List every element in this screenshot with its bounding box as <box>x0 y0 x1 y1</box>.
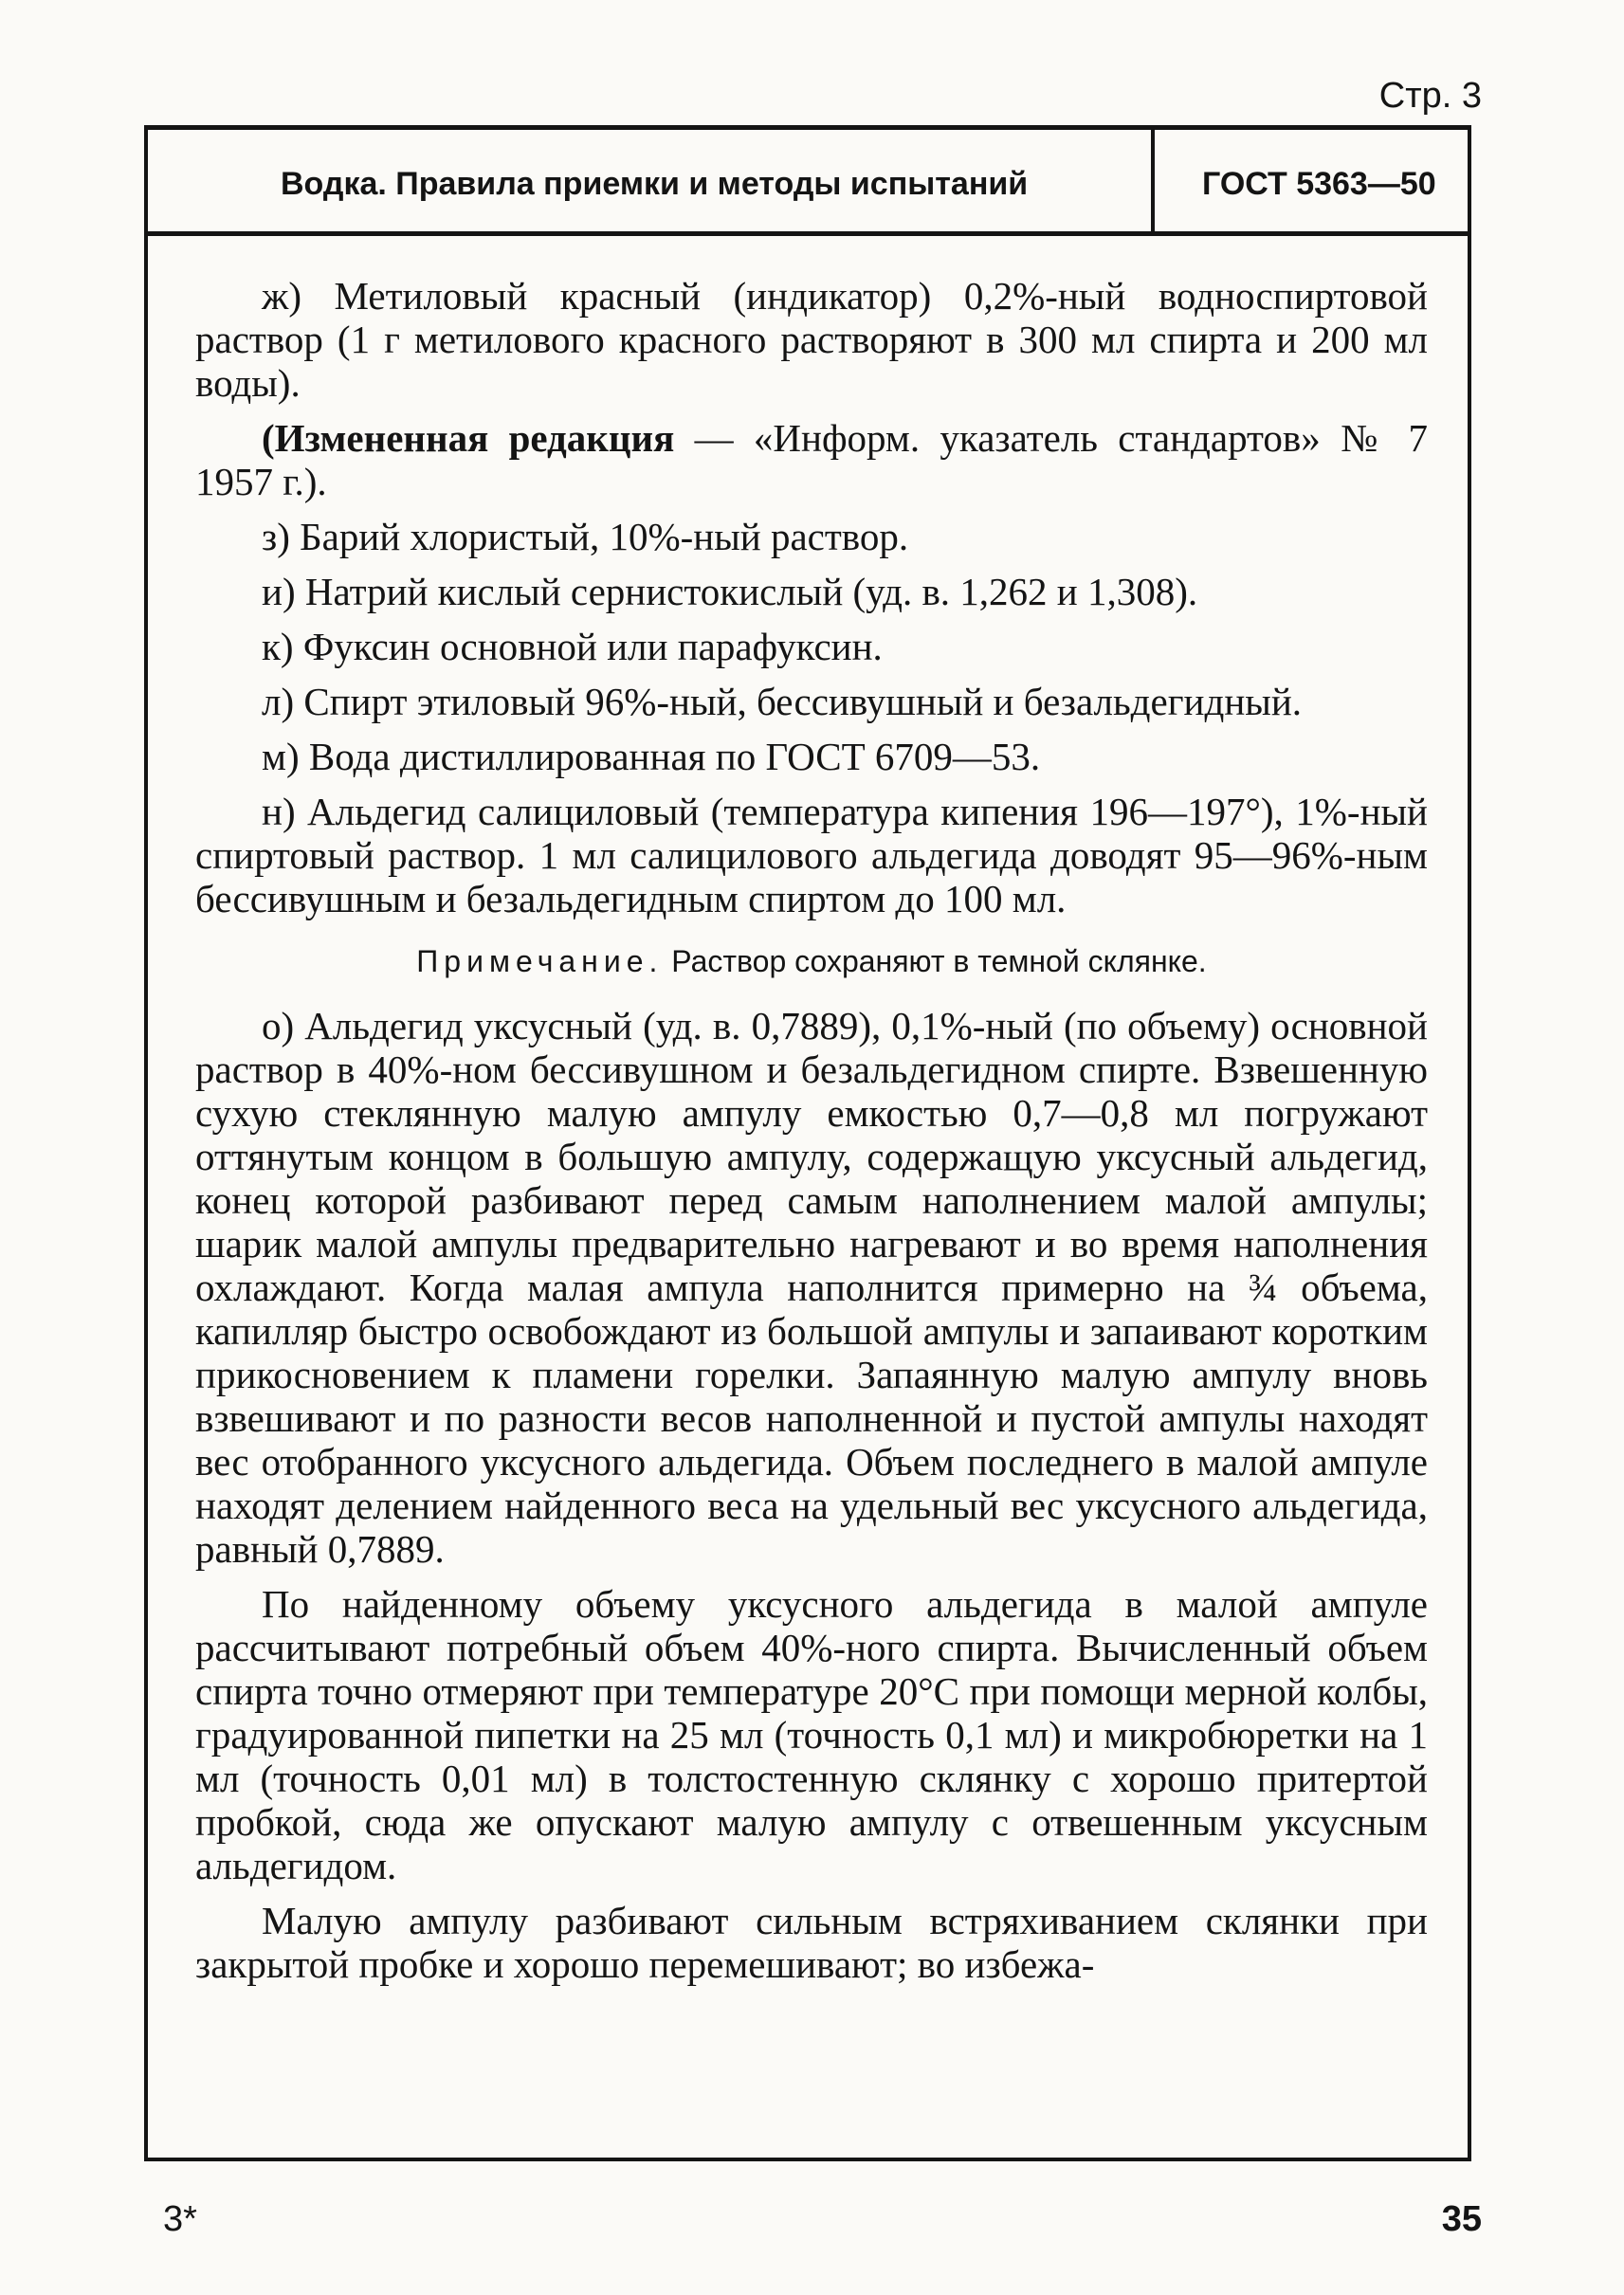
header-title: Водка. Правила приемки и методы испытаний <box>281 166 1029 202</box>
paragraph-volume: По найденному объему уксусного альдегида в малой ампуле рассчитывают потребный объем 40%-ного спирта. Вычисленный объем спирта точно отмеряют при температуре 20°С при помощи мерной колбы, градуированной пипетки на 25 мл (точность 0,1 мл) и микробюретки на 1 мл (точность 0,01 мл) в толстостенную склянку с хорошо притертой пробкой, сюда же опускают малую ампулу с отвешенным уксусным альдегидом. <box>195 1582 1428 1887</box>
note <box>195 939 1428 983</box>
amendment-note <box>195 416 1428 503</box>
header-divider <box>1151 130 1155 236</box>
note-text: Раствор сохраняют в темной склянке. <box>663 944 1207 978</box>
paragraph-o: о) Альдегид уксусный (уд. в. 0,7889), 0,1%-ный (по объему) основной раствор в 40%-ном бессивушном и безальдегидном спирте. Взвешенную сухую стеклянную малую ампулу емкостью 0,7—0,8 мл погружают оттянутым концом в большую ампулу, содержащую уксусный альдегид, конец которой разбивают перед самым наполнением малой ампулы; шарик малой ампулы предварительно нагревают и во время наполнения охлаждают. Когда малая ампула наполнится примерно на ¾ объема, капилляр быстро освобождают из большой ампулы и запаивают коротким прикосновением к пламени горелки. Запаянную малую ампулу вновь взвешивают и по разности весов наполненной и пустой ампулы находят вес отобранного уксусного альдегида. Объем последнего в малой ампуле находят делением найденного веса на удельный вес уксусного альдегида, равный 0,7889. <box>195 1004 1428 1571</box>
paragraph-k: к) Фуксин основной или парафуксин. <box>262 625 883 668</box>
paragraph-l: л) Спирт этиловый 96%-ный, бессивушный и безальдегидный. <box>262 680 1303 723</box>
paragraph-zh: ж) Метиловый красный (индикатор) 0,2%-ный водноспиртовой раствор (1 г метилового красного растворяют в 300 мл спирта и 200 мл воды). <box>195 274 1428 405</box>
paragraph-ampoule: Малую ампулу разбивают сильным встряхиванием склянки при закрытой пробке и хорошо перемешивают; во избежа- <box>195 1899 1428 1986</box>
page-label: Стр. 3 <box>1378 76 1482 116</box>
signature-mark: 3* <box>163 2199 197 2239</box>
amendment-label: (Измененная редакция <box>262 416 675 460</box>
running-header <box>148 130 1468 236</box>
amendment-text: — «Информ. указатель стандартов» № 7 1957 г.). <box>195 416 1428 503</box>
document-body <box>195 274 1428 1997</box>
paragraph-z: з) Барий хлористый, 10%-ный раствор. <box>262 515 909 558</box>
paragraph-n: н) Альдегид салициловый (температура кипения 196—197°), 1%-ный спиртовый раствор. 1 мл салицилового альдегида доводят 95—96%-ным бессивушным и безальдегидным спиртом до 100 мл. <box>195 790 1428 920</box>
page-frame <box>144 125 1471 2161</box>
paragraph-m: м) Вода дистиллированная по ГОСТ 6709—53. <box>262 735 1041 778</box>
standard-code: ГОСТ 5363—50 <box>1202 166 1436 202</box>
page-number: 35 <box>1441 2199 1482 2239</box>
note-label: Примечание. <box>416 944 664 978</box>
paragraph-i: и) Натрий кислый сернистокислый (уд. в. 1,262 и 1,308). <box>262 570 1198 613</box>
